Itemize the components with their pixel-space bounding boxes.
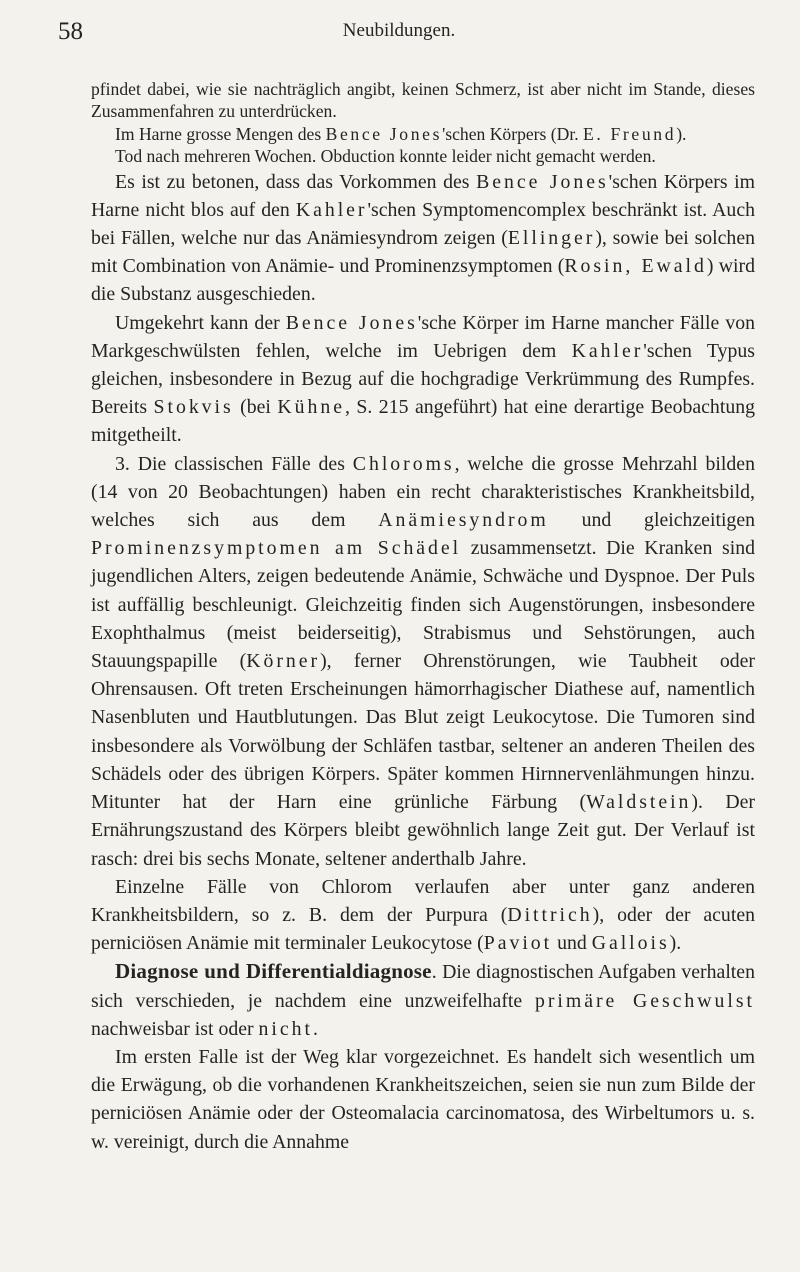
main-text-block xyxy=(91,168,755,1156)
paragraph: Im Harne grosse Mengen des Bence Jones'schen Körpers (Dr. E. Freund). xyxy=(115,123,687,144)
section-heading: Diagnose und Differentialdiagnose xyxy=(115,959,432,984)
paragraph: Diagnose und Differentialdiagnose. Die diagnostischen Aufgaben verhalten sich verschieden, je nachdem eine unzweifelhafte primäre Geschwulst nachweisbar ist oder nicht. xyxy=(91,959,755,1040)
paragraph: Einzelne Fälle von Chlorom verlaufen aber unter ganz anderen Krankheitsbildern, so z. B. dem der Purpura (Dittrich), oder der acuten perniciösen Anämie mit terminaler Leukocytose (Paviot und Gallois). xyxy=(91,875,755,955)
case-report-block xyxy=(91,78,755,168)
page-number: 58 xyxy=(58,18,83,45)
paragraph: Es ist zu betonen, dass das Vorkommen des Bence Jones'schen Körpers im Harne nicht blos auf den Kahler'schen Symptomencomplex beschränkt ist. Auch bei Fällen, welche nur das Anämiesyndrom zeigen (Ellinger), sowie bei solchen mit Combination von Anämie- und Prominenzsymptomen (Rosin, Ewald) wird die Substanz ausgeschieden. xyxy=(91,170,755,306)
paragraph: Im ersten Falle ist der Weg klar vorgezeichnet. Es handelt sich wesentlich um die Erwägung, ob die vorhandenen Krankheitszeichen, seien sie nun zum Bilde der perniciösen Anämie oder der Osteomalacia carcinomatosa, des Wirbeltumors u. s. w. vereinigt, durch die Annahme xyxy=(91,1045,755,1153)
paragraph: Tod nach mehreren Wochen. Obduction konnte leider nicht gemacht werden. xyxy=(115,146,656,167)
running-title: Neubildungen. xyxy=(342,20,456,41)
paragraph: pfindet dabei, wie sie nachträglich angibt, keinen Schmerz, ist aber nicht im Stande, dieses Zusammenfahren zu unterdrücken. xyxy=(91,79,755,122)
page-header xyxy=(58,18,740,48)
body-text xyxy=(91,78,755,1156)
paragraph: 3. Die classischen Fälle des Chloroms, welche die grosse Mehrzahl bilden (14 von 20 Beobachtungen) haben ein recht charakteristisches Krankheitsbild, welches sich aus dem Anämiesyndrom und gleichzeitigen Prominenzsymptomen am Schädel zusammensetzt. Die Kranken sind jugendlichen Alters, zeigen bedeutende Anämie, Schwäche und Dyspnoe. Der Puls ist auffällig beschleunigt. Gleichzeitig finden sich Augenstörungen, insbesondere Exophthalmus (meist beiderseitig), Strabismus und Sehstörungen, auch Stauungspapille (Körner), ferner Ohrenstörungen, wie Taubheit oder Ohrensausen. Oft treten Erscheinungen hämorrhagischer Diathese auf, namentlich Nasenbluten und Hautblutungen. Das Blut zeigt Leukocytose. Die Tumoren sind insbesondere als Vorwölbung der Schläfen tastbar, seltener an anderen Theilen des Schädels oder des übrigen Körpers. Später kommen Hirnnervenlähmungen hinzu. Mitunter hat der Harn eine grünliche Färbung (Waldstein). Der Ernährungszustand des Körpers bleibt gewöhnlich lange Zeit gut. Der Verlauf ist rasch: drei bis sechs Monate, seltener anderthalb Jahre. xyxy=(91,452,755,870)
paragraph: Umgekehrt kann der Bence Jones'sche Körper im Harne mancher Fälle von Markgeschwülsten fehlen, welche im Uebrigen dem Kahler'schen Typus gleichen, insbesondere in Bezug auf die hochgradige Verkrümmung des Rumpfes. Bereits Stokvis (bei Kühne, S. 215 angeführt) hat eine derartige Beobachtung mitgetheilt. xyxy=(91,311,755,447)
